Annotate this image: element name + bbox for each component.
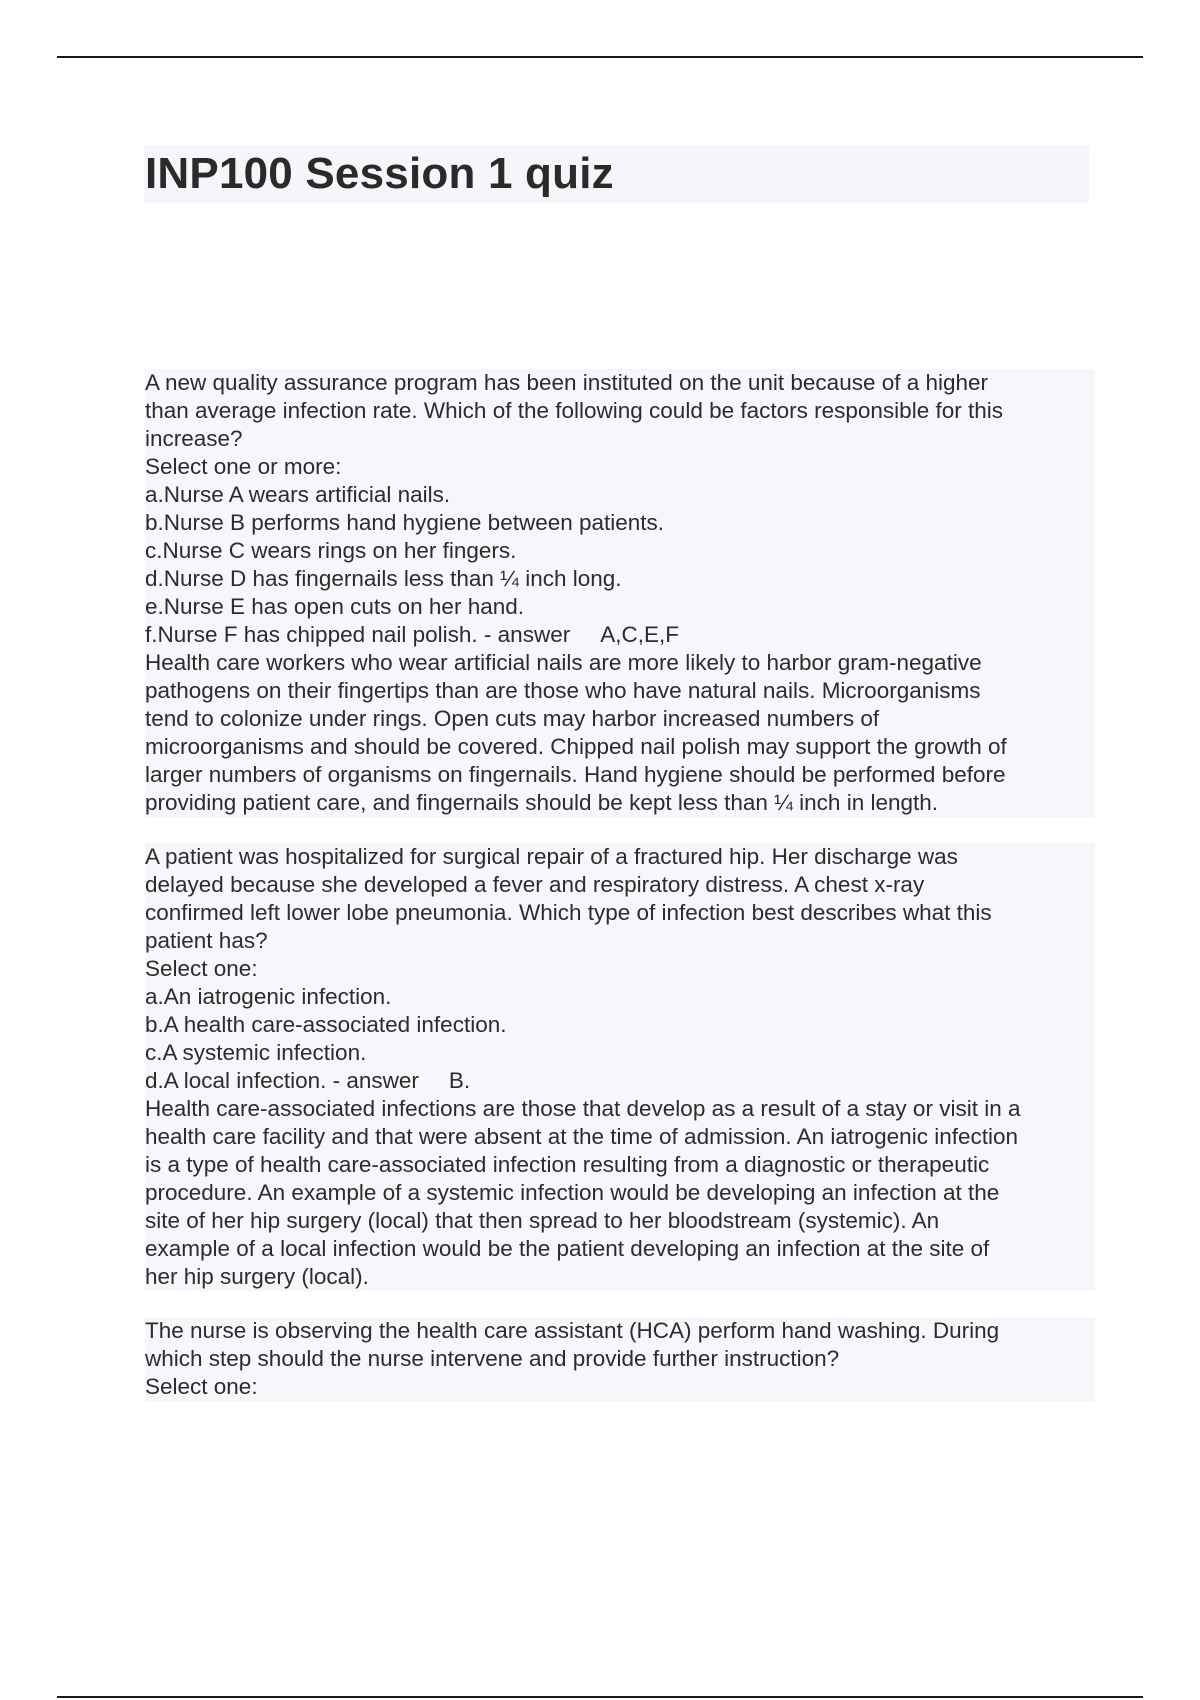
- quiz-content: [145, 369, 1095, 1427]
- question-stem-line: than average infection rate. Which of the following could be factors responsible for this: [145, 398, 1003, 423]
- answer-option: a.An iatrogenic infection.: [145, 984, 392, 1009]
- explanation-line: providing patient care, and fingernails should be kept less than ¼ inch in length.: [145, 790, 939, 815]
- question-instruction: Select one:: [145, 956, 258, 981]
- question-instruction: Select one:: [145, 1374, 258, 1399]
- bottom-rule: [57, 1696, 1143, 1698]
- answer-option: b.A health care-associated infection.: [145, 1012, 507, 1037]
- explanation-line: Health care workers who wear artificial nails are more likely to harbor gram-negative: [145, 650, 982, 675]
- answer-option: e.Nurse E has open cuts on her hand.: [145, 594, 524, 619]
- explanation-line: health care facility and that were absent at the time of admission. An iatrogenic infection: [145, 1124, 1018, 1149]
- explanation-line: Health care-associated infections are those that develop as a result of a stay or visit in a: [145, 1096, 1021, 1121]
- explanation-line: is a type of health care-associated infection resulting from a diagnostic or therapeutic: [145, 1152, 990, 1177]
- question-stem-line: The nurse is observing the health care assistant (HCA) perform hand washing. During: [145, 1318, 1000, 1343]
- question-stem-line: confirmed left lower lobe pneumonia. Which type of infection best describes what this: [145, 900, 992, 925]
- question-instruction: Select one or more:: [145, 454, 342, 479]
- answer-option: a.Nurse A wears artificial nails.: [145, 482, 451, 507]
- answer-key: B.: [448, 1068, 471, 1093]
- explanation-line: site of her hip surgery (local) that then spread to her bloodstream (systemic). An: [145, 1208, 940, 1233]
- question-stem-line: patient has?: [145, 928, 268, 953]
- answer-option: c.A systemic infection.: [145, 1040, 367, 1065]
- answer-option: c.Nurse C wears rings on her fingers.: [145, 538, 517, 563]
- answer-option: b.Nurse B performs hand hygiene between patients.: [145, 510, 665, 535]
- explanation-line: microorganisms and should be covered. Chipped nail polish may support the growth of: [145, 734, 1007, 759]
- explanation-line: procedure. An example of a systemic infection would be developing an infection at the: [145, 1180, 1000, 1205]
- explanation-line: her hip surgery (local).: [145, 1264, 369, 1289]
- page-title: INP100 Session 1 quiz: [145, 149, 614, 198]
- explanation-line: example of a local infection would be the patient developing an infection at the site of: [145, 1236, 990, 1261]
- question-stem-line: delayed because she developed a fever and respiratory distress. A chest x-ray: [145, 872, 925, 897]
- question-stem-line: A new quality assurance program has been instituted on the unit because of a higher: [145, 370, 989, 395]
- answer-option: f.Nurse F has chipped nail polish. - answer: [145, 622, 571, 647]
- question-3: [145, 1317, 1095, 1401]
- explanation-line: pathogens on their fingertips than are those who have natural nails. Microorganisms: [145, 678, 981, 703]
- answer-line: [145, 1067, 1095, 1095]
- question-stem-line: which step should the nurse intervene and provide further instruction?: [145, 1346, 840, 1371]
- explanation-line: larger numbers of organisms on fingernails. Hand hygiene should be performed before: [145, 762, 1006, 787]
- question-stem-line: A patient was hospitalized for surgical repair of a fractured hip. Her discharge was: [145, 844, 958, 869]
- answer-explanation: [145, 649, 1095, 817]
- answer-option: d.Nurse D has fingernails less than ¼ inch long.: [145, 566, 622, 591]
- explanation-line: tend to colonize under rings. Open cuts may harbor increased numbers of: [145, 706, 880, 731]
- question-stem-line: increase?: [145, 426, 243, 451]
- answer-explanation: [145, 1095, 1095, 1291]
- question-2: [145, 843, 1095, 1291]
- question-1: [145, 369, 1095, 817]
- answer-option: d.A local infection. - answer: [145, 1068, 419, 1093]
- answer-line: [145, 621, 1095, 649]
- answer-key: A,C,E,F: [600, 622, 679, 647]
- top-rule: [57, 56, 1143, 58]
